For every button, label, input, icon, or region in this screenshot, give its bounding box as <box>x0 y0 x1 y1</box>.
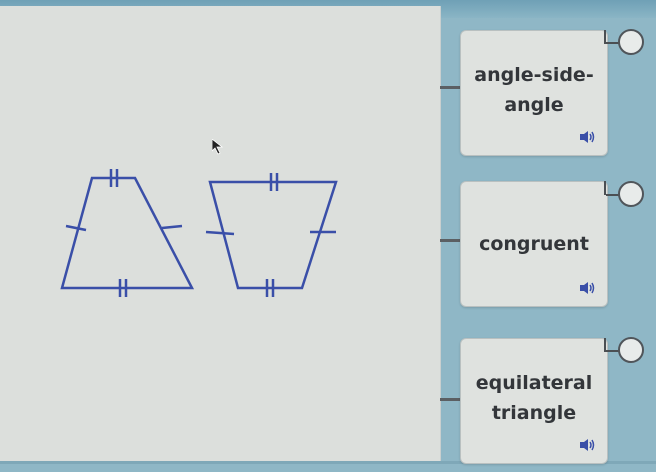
card-label-line1: congruent <box>479 233 589 255</box>
drag-handle-3[interactable] <box>618 337 644 363</box>
speaker-icon[interactable] <box>575 278 601 298</box>
connector-line <box>440 239 462 242</box>
answer-card-1[interactable] <box>460 30 608 156</box>
speaker-icon[interactable] <box>575 435 601 455</box>
right-trapezoid <box>210 182 336 288</box>
handle-connector <box>604 181 606 195</box>
card-label-line2: triangle <box>491 402 577 424</box>
connector-line <box>440 86 462 89</box>
drop-canvas[interactable] <box>0 6 441 462</box>
drag-handle-1[interactable] <box>618 29 644 55</box>
answer-card-2[interactable] <box>460 181 608 307</box>
left-trapezoid <box>62 178 192 288</box>
card-label-line2: angle <box>504 94 564 116</box>
answer-card-3[interactable] <box>460 338 608 464</box>
drag-handle-2[interactable] <box>618 181 644 207</box>
congruent-trapezoids-icon <box>40 156 360 316</box>
card-label-line1: equilateral <box>475 372 593 394</box>
mouse-cursor-icon <box>212 139 224 159</box>
connector-line <box>440 398 462 401</box>
speaker-icon[interactable] <box>575 127 601 147</box>
card-label-line1: angle-side- <box>474 64 594 86</box>
